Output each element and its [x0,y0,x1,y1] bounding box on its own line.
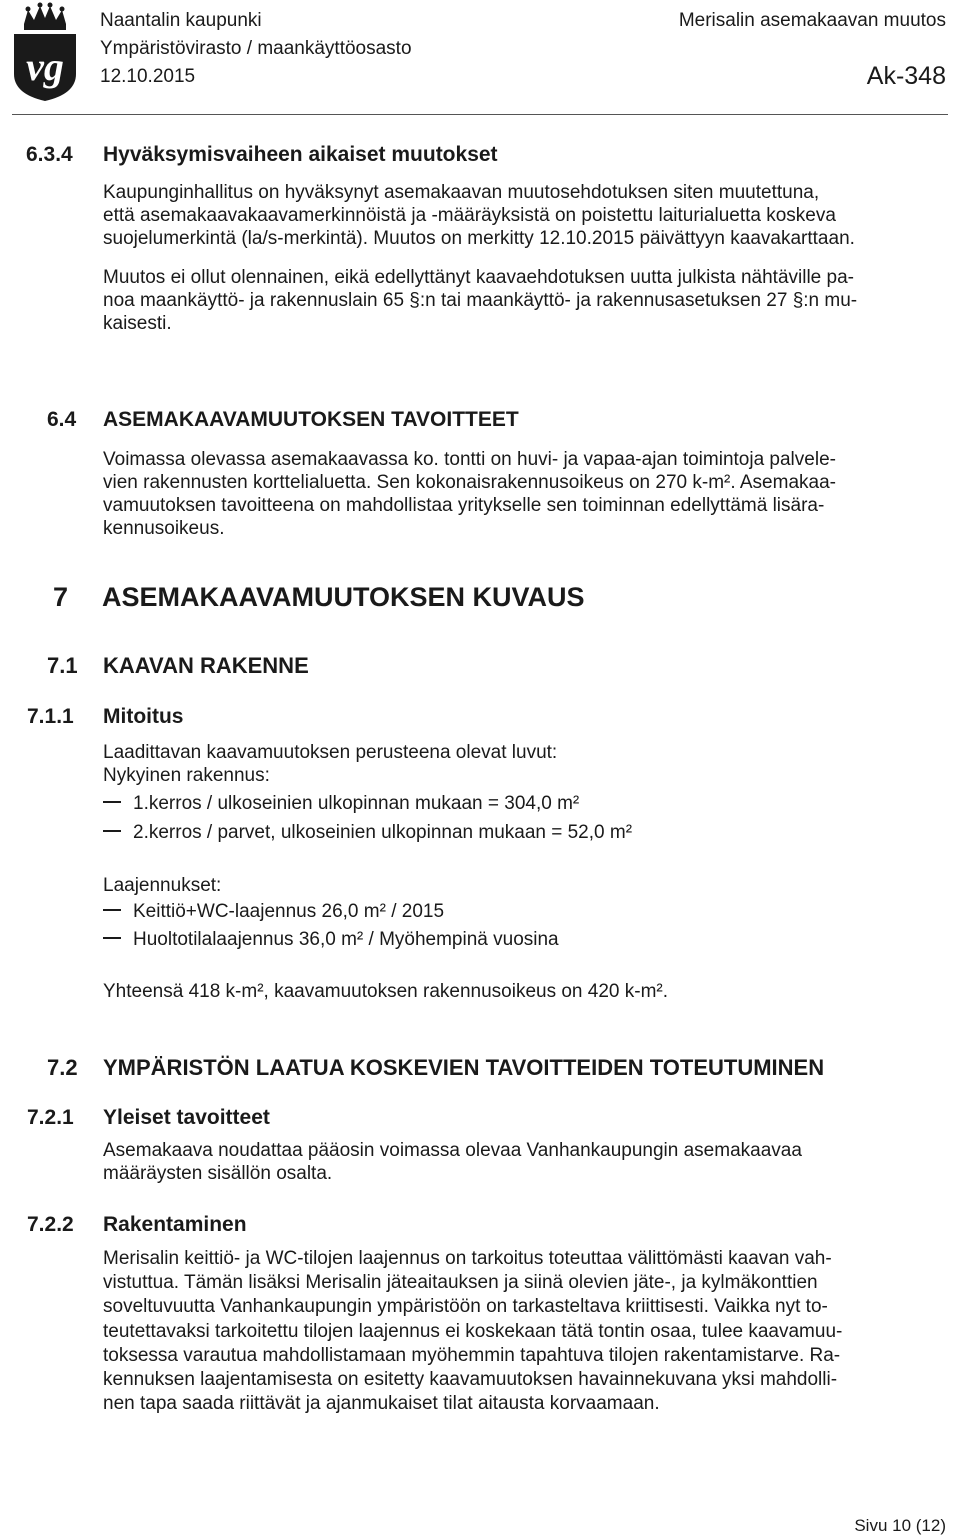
dash-bullet-icon [103,909,121,911]
section-number: 7.2.1 [27,1106,74,1129]
dash-bullet-icon [103,801,121,803]
list-item: 1.kerros / ulkoseinien ulkopinnan mukaan = 304,0 m² [103,793,579,815]
header-divider [12,114,948,115]
paragraph: Voimassa olevassa asemakaavassa ko. tontti on huvi- ja vapaa-ajan toimintoja palvele- vien rakennusten korttelialuetta. Sen kokonaisrakennusoikeus on 270 k-m². Asemakaa- vamuutoksen tavoitteena on mahdollistaa yritykselle sen toiminnan edellyttämä lisära- kennusoikeus. [103,449,836,539]
svg-text:vg: vg [26,44,64,89]
section-number: 6.3.4 [26,143,73,166]
section-number: 7.2 [47,1055,78,1080]
paragraph: Kaupunginhallitus on hyväksynyt asemakaavan muutosehdotuksen siten muutettuna, että asemakaavakaavamerkinnöistä ja -määräyksistä on poistettu laiturialuetta koskeva suojelumerkintä (la/s-merkintä). Muutos on merkitty 12.10.2015 päivättyyn kaavakarttaan. [103,182,855,249]
page-number: Sivu 10 (12) [854,1516,946,1535]
section-heading: Yleiset tavoitteet [103,1106,270,1129]
section-heading: ASEMAKAAVAMUUTOKSEN TAVOITTEET [103,408,519,431]
org-name: Naantalin kaupunki [100,10,262,31]
section-number: 7.2.2 [27,1213,74,1236]
section-heading: ASEMAKAAVAMUUTOKSEN KUVAUS [102,582,585,612]
doc-code: Ak-348 [866,62,946,90]
paragraph: Muutos ei ollut olennainen, eikä edellyttänyt kaavaehdotuksen uutta julkista nähtäville pa- noa maankäyttö- ja rakennuslain 65 §:n tai maankäyttö- ja rakennusasetuksen 27 §:n mu- kaisesti. [103,267,858,334]
paragraph: Asemakaava noudattaa pääosin voimassa olevaa Vanhankaupungin asemakaavaa määräysten sisällön osalta. [103,1140,802,1184]
header-date: 12.10.2015 [100,66,196,87]
list-item: Keittiö+WC-laajennus 26,0 m² / 2015 [103,901,444,923]
dash-bullet-icon [103,937,121,939]
section-number: 7 [53,582,69,612]
org-department: Ympäristövirasto / maankäyttöosasto [100,38,412,59]
total-line: Yhteensä 418 k-m², kaavamuutoksen rakennusoikeus on 420 k-m². [103,981,669,1002]
section-heading: Hyväksymisvaiheen aikaiset muutokset [103,143,498,166]
section-number: 6.4 [47,408,77,431]
dash-bullet-icon [103,830,121,832]
section-heading: KAAVAN RAKENNE [103,653,309,678]
section-number: 7.1.1 [27,705,74,728]
section-number: 7.1 [47,653,78,678]
logo [10,2,80,102]
list-label: Laajennukset: [103,875,222,896]
section-heading: Mitoitus [103,705,184,728]
list-item: Huoltotilalaajennus 36,0 m² / Myöhempinä vuosina [103,929,559,951]
section-heading: YMPÄRISTÖN LAATUA KOSKEVIEN TAVOITTEIDEN TOTEUTUMINEN [103,1055,825,1080]
list-item: 2.kerros / parvet, ulkoseinien ulkopinnan mukaan = 52,0 m² [103,822,632,844]
paragraph: Merisalin keittiö- ja WC-tilojen laajennus on tarkoitus toteuttaa välittömästi kaavan vah- vistuttua. Tämän lisäksi Merisalin jäteaitauksen ja siinä olevien jäte-, ja kylmäkonttien soveltuvuutta Vanhankaupungin ympäristöön on tarkasteltava kriittisesti. Vaikka nyt to- teutettavaksi tarkoitettu tilojen laajennus ei koskekaan tätä tontin osaa, tulee kaavamuu- toksessa varautua mahdollistamaan myöhemmin tapahtuva tilojen rakentamistarve. Ra- kennuksen laajentamisesta on esitetty kaavamuutoksen havainnekuvana yksi mahdolli- nen tapa saada riittävät ja ajanmukaiset tilat aitausta korvaamaan. [103,1248,843,1415]
doc-title: Merisalin asemakaavan muutos [678,10,946,31]
section-heading: Rakentaminen [103,1213,247,1236]
crown-icon [24,3,66,31]
paragraph: Laadittavan kaavamuutoksen perusteena olevat luvut: Nykyinen rakennus: [103,742,558,786]
